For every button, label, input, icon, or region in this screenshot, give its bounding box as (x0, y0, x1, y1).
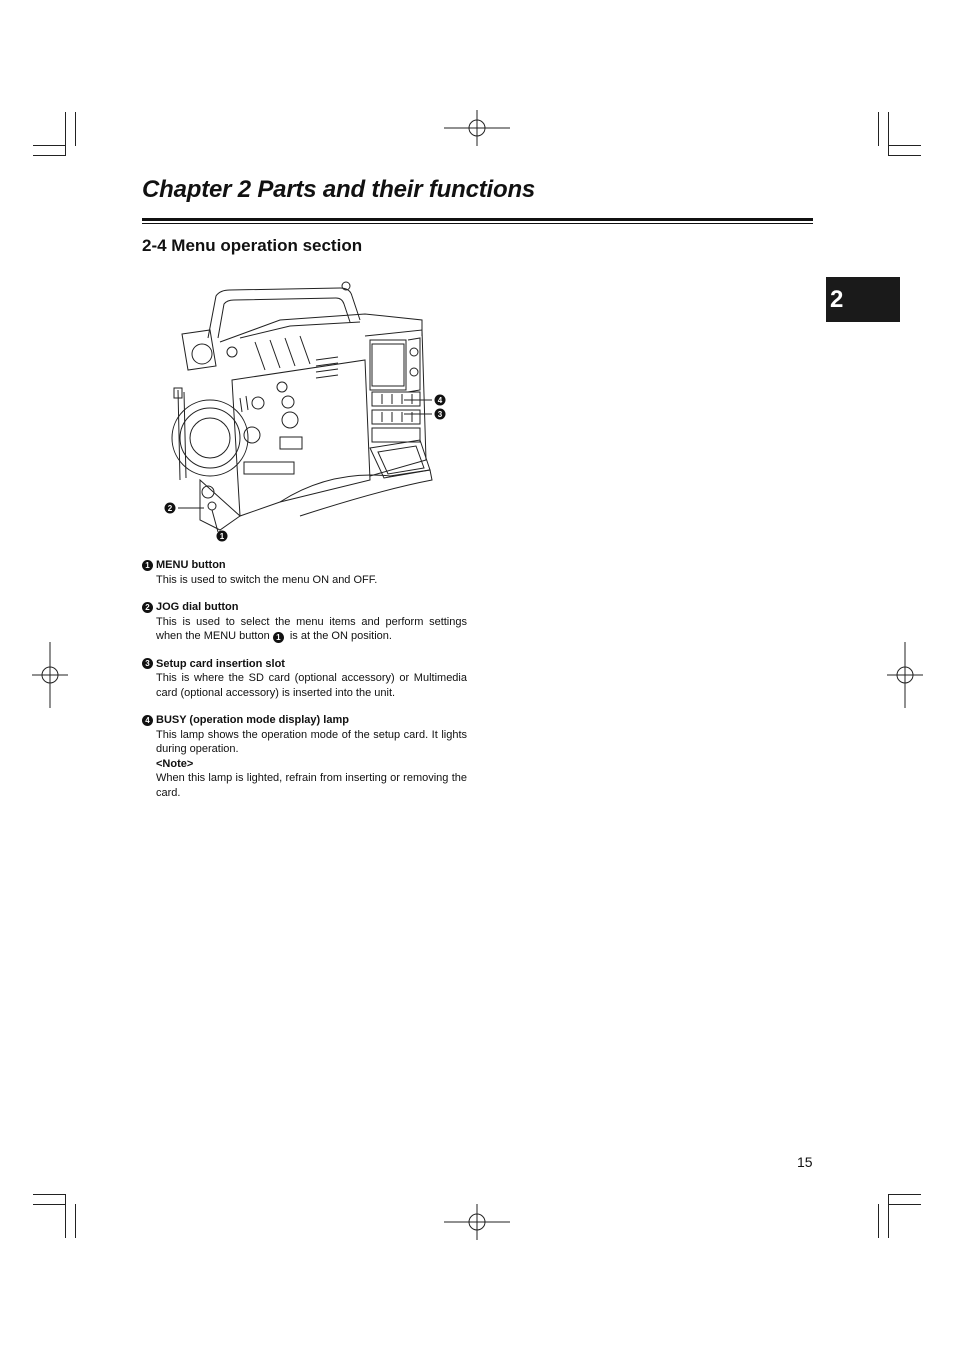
header-rule-thin (142, 223, 813, 224)
item-title: JOG dial button (156, 601, 239, 613)
item-title: MENU button (156, 559, 226, 571)
item-list (142, 558, 467, 813)
note-text: When this lamp is lighted, refrain from inserting or removing the card. (156, 772, 467, 799)
item-title: BUSY (operation mode display) lamp (156, 714, 349, 726)
camera-illustration (160, 280, 460, 545)
registration-mark-bottom (444, 1204, 510, 1240)
list-item (142, 657, 467, 701)
callout-3: 3 (437, 410, 443, 419)
item-number: 2 (142, 602, 153, 613)
page-number: 15 (797, 1154, 813, 1170)
section-title: 2-4 Menu operation section (142, 236, 363, 255)
callout-1: 1 (219, 532, 225, 541)
callout-4: 4 (437, 396, 443, 405)
note-label: <Note> (156, 757, 194, 770)
item-reference: 1 (273, 632, 284, 643)
item-body: This is used to select the menu items and perform settings when the MENU button 1 is at the ON position. (156, 615, 467, 642)
registration-mark-right (887, 642, 923, 708)
list-item (142, 558, 467, 587)
registration-mark-top (444, 110, 510, 146)
registration-mark-left (32, 642, 68, 708)
item-number: 4 (142, 715, 153, 726)
item-body: This lamp shows the operation mode of the setup card. It lights during operation. (156, 728, 467, 755)
chapter-title: Chapter 2 Parts and their functions (142, 176, 536, 203)
item-number: 3 (142, 658, 153, 669)
list-item (142, 713, 467, 800)
chapter-tab: 2 (826, 277, 900, 322)
item-number: 1 (142, 560, 153, 571)
header-rule (142, 218, 813, 221)
item-body: This is used to switch the menu ON and OFF. (156, 573, 378, 586)
item-body: This is where the SD card (optional accessory) or Multimedia card (optional accessory) is inserted into the unit. (156, 672, 467, 699)
callout-2: 2 (167, 504, 173, 513)
item-title: Setup card insertion slot (156, 657, 285, 670)
list-item (142, 600, 467, 644)
